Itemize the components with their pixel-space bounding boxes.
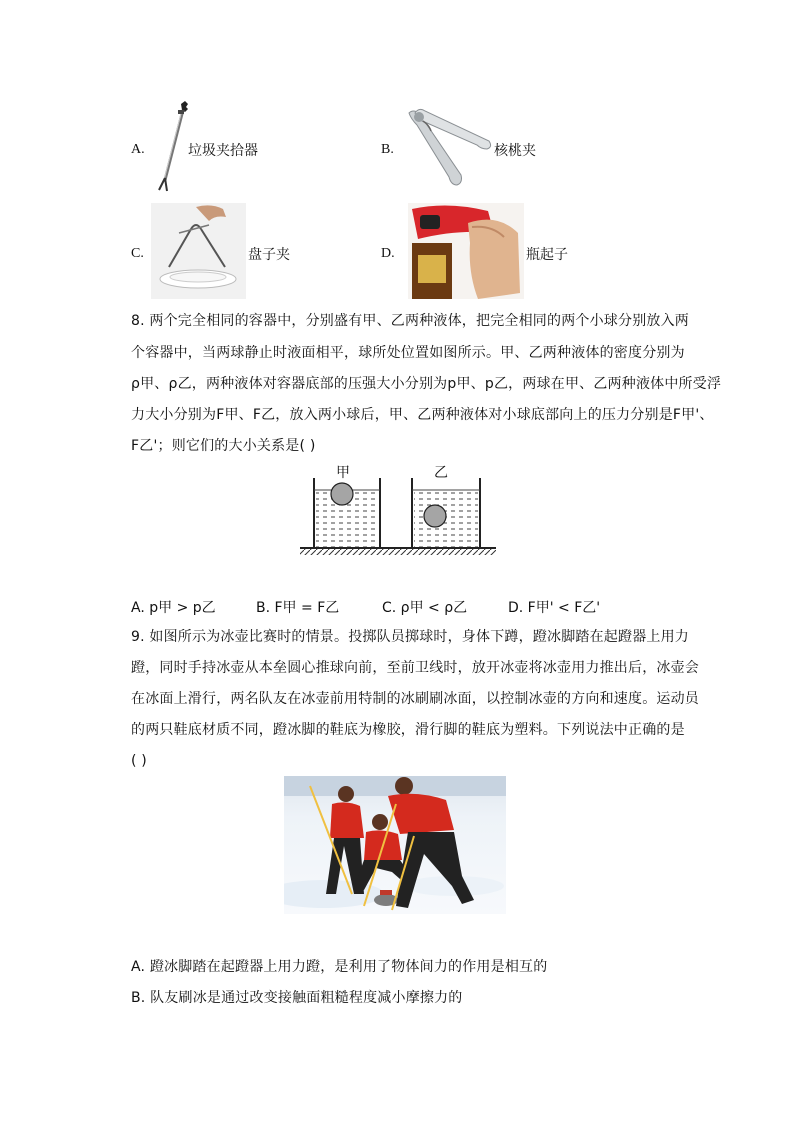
q7-option-d <box>381 203 621 299</box>
q9-line-2: 蹬，同时手持冰壶从本垒圆心推球向前，至前卫线时，放开冰壶将冰壶用力推出后，冰壶会 <box>131 660 699 676</box>
q7-option-a <box>131 100 371 195</box>
q8-line-4: 力大小分别为F甲、F乙，放入两小球后，甲、乙两种液体对小球底部向上的压力分别是F甲'、 <box>131 407 714 423</box>
q8-option-d: D. F甲' < F乙' <box>508 600 601 616</box>
q8-option-a: A. p甲 > p乙 <box>131 600 216 616</box>
q7-option-a-letter: A. <box>131 142 145 157</box>
container-label-jia: 甲 <box>336 465 350 481</box>
q8-line-1: 8. 两个完全相同的容器中，分别盛有甲、乙两种液体，把完全相同的两个小球分别放入两 <box>131 313 690 329</box>
q7-option-c <box>131 203 371 299</box>
q7-option-c-letter: C. <box>131 246 144 261</box>
q9-line-5: ( ) <box>131 753 147 769</box>
nutcracker-image <box>403 105 495 190</box>
q7-option-a-label: 垃圾夹拾器 <box>188 143 258 159</box>
q9-line-4: 的两只鞋底材质不同，蹬冰脚的鞋底为橡胶，滑行脚的鞋底为塑料。下列说法中正确的是 <box>131 722 685 738</box>
q9-line-1: 9. 如图所示为冰壶比赛时的情景。投掷队员掷球时，身体下蹲，蹬冰脚踏在起蹬器上用力 <box>131 629 690 645</box>
q7-option-b <box>381 100 621 195</box>
q8-line-2: 个容器中，当两球静止时液面相平，球所处位置如图所示。甲、乙两种液体的密度分别为 <box>131 345 685 361</box>
q8-option-b: B. F甲 = F乙 <box>256 600 340 616</box>
q7-option-c-label: 盘子夹 <box>248 247 290 263</box>
q7-option-d-letter: D. <box>381 246 395 261</box>
containers-figure <box>298 460 498 560</box>
q9-option-a: A. 蹬冰脚踏在起蹬器上用力蹬，是利用了物体间力的作用是相互的 <box>131 959 548 975</box>
q7-option-b-label: 核桃夹 <box>494 143 536 159</box>
bottle-opener-image <box>408 203 524 299</box>
trash-grabber-image <box>151 100 191 195</box>
plate-clip-image <box>151 203 246 299</box>
q9-line-3: 在冰面上滑行，两名队友在冰壶前用特制的冰刷刷冰面，以控制冰壶的方向和速度。运动员 <box>131 691 699 707</box>
q8-line-5: F乙'；则它们的大小关系是( ) <box>131 438 316 454</box>
q8-option-c: C. ρ甲 < ρ乙 <box>382 600 468 616</box>
q7-option-d-label: 瓶起子 <box>526 247 568 263</box>
curling-photo <box>284 776 506 914</box>
q9-option-b: B. 队友刷冰是通过改变接触面粗糙程度减小摩擦力的 <box>131 990 463 1006</box>
q7-option-b-letter: B. <box>381 142 394 157</box>
q8-line-3: ρ甲、ρ乙，两种液体对容器底部的压强大小分别为p甲、p乙，两球在甲、乙两种液体中所受浮 <box>131 376 722 392</box>
container-label-yi: 乙 <box>434 465 448 481</box>
